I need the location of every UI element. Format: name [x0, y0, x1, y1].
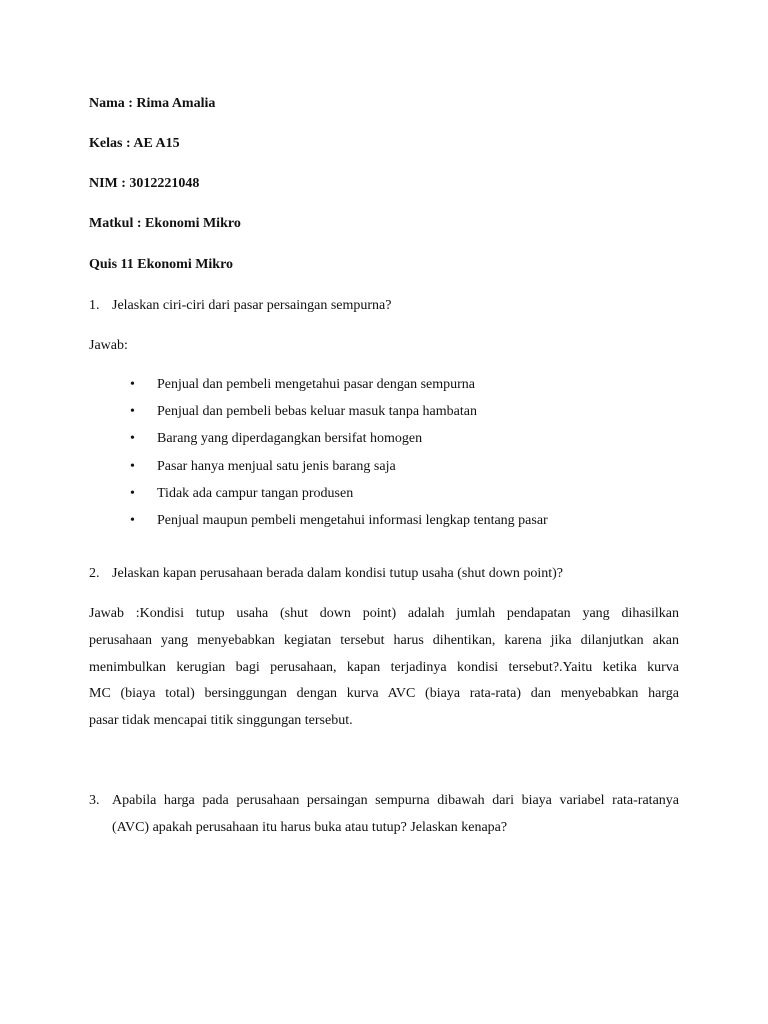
bullet-icon: •: [130, 512, 135, 528]
bullet-icon: •: [130, 458, 135, 474]
student-nim: NIM : 3012221048: [89, 176, 200, 191]
question-2-answer: [89, 601, 679, 735]
student-class: Kelas : AE A15: [89, 136, 180, 151]
question-2-text: Jelaskan kapan perusahaan berada dalam kondisi tutup usaha (shut down point)?: [112, 566, 563, 581]
student-name: Nama : Rima Amalia: [89, 96, 216, 111]
bullet-icon: •: [130, 404, 135, 420]
question-1-answer-label: Jawab:: [89, 338, 128, 353]
question-1-number: 1.: [89, 298, 100, 313]
question-1-text: Jelaskan ciri-ciri dari pasar persaingan sempurna?: [112, 298, 392, 313]
course-name: Matkul : Ekonomi Mikro: [89, 216, 241, 231]
answer-line: MC (biaya total) bersinggungan dengan kurva AVC (biaya rata-rata) dan menyebabkan harga: [89, 686, 679, 702]
question-line: (AVC) apakah perusahaan itu harus buka atau tutup? Jelaskan kenapa?: [112, 819, 508, 835]
question-2-number: 2.: [89, 566, 100, 581]
answer-line: Jawab :Kondisi tutup usaha (shut down point) adalah jumlah pendapatan yang dihasilkan: [89, 606, 679, 621]
answer-line: perusahaan yang menyebabkan kegiatan tersebut harus dihentikan, karena jika dilanjutkan akan: [89, 632, 679, 648]
question-line: Apabila harga pada perusahaan persaingan sempurna dibawah dari biaya variabel rata-ratanya: [112, 793, 679, 808]
answer-line: menimbulkan kerugian bagi perusahaan, kapan terjadinya kondisi tersebut?.Yaitu ketika kurva: [89, 659, 679, 675]
bullet-icon: •: [130, 431, 135, 447]
quiz-title: Quis 11 Ekonomi Mikro: [89, 257, 234, 272]
question-3-number: 3.: [89, 793, 100, 808]
answer-line: pasar tidak mencapai titik singgungan tersebut.: [89, 713, 353, 729]
question-3-text: [112, 788, 679, 841]
bullet-icon: •: [130, 485, 135, 501]
document-page: Nama : Rima Amalia Kelas : AE A15 NIM : 3012221048 Matkul : Ekonomi Mikro Quis 11 Ekonomi Mikro 1. Jelaskan ciri-ciri dari pasar persaingan sempurna? Jawab: • Penjual dan pembeli mengetahui pasar dengan sempurna • Penjual dan pembeli bebas keluar masuk tanpa hambatan • Barang yang diperdagangkan bersifat homogen • Pasar hanya menjual satu jenis barang saja • Tidak ada campur tangan produsen • Penjual maupun pembeli mengetahui informasi lengkap tentang pasar 2. Jelaskan kapan perusahaan berada dalam kondisi tutup usaha (shut down point)? Jawab :Kondisi tutup usaha (shut down point) adalah jumlah pendapatan yang dihasilkan perusahaan yang menyebabkan kegiatan tersebut harus dihentikan, karena jika dilanjutkan akan menimbulkan kerugian bagi perusahaan, kapan terjadinya kondisi tersebut?.Yaitu ketika kurva MC (biaya total) bersinggungan dengan kurva AVC (biaya rata-rata) dan menyebabkan harga pasar tidak mencapai titik singgungan tersebut. 3. Apabila harga pada perusahaan persaingan sempurna dibawah dari biaya variabel rata-ratanya (AVC) apakah perusahaan itu harus buka atau tutup? Jelaskan kenapa?: [0, 0, 768, 1024]
bullet-icon: •: [130, 377, 135, 392]
